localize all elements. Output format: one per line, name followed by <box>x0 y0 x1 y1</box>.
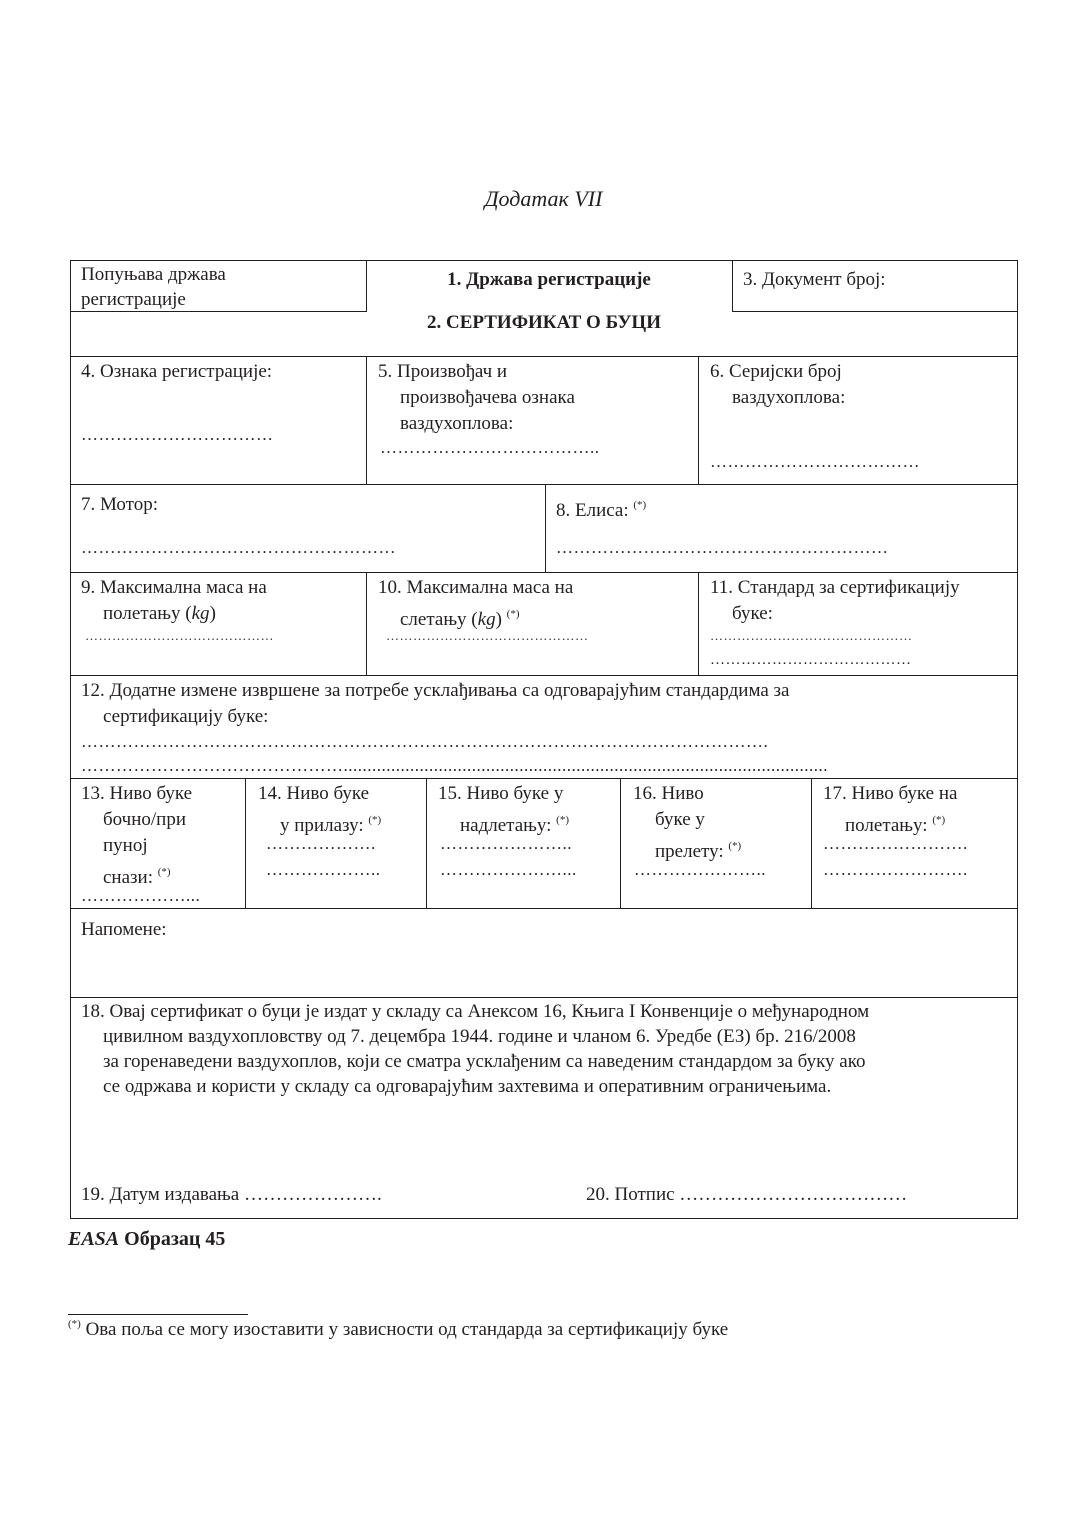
field-17-input-line1[interactable]: ……………………. <box>823 834 968 853</box>
field-13-label: 13. Ниво буке бочно/при пуној снази: (*) <box>81 783 193 888</box>
footnote-marker: (*) <box>506 608 520 620</box>
field-7-engine-label: 7. Мотор: <box>81 494 159 515</box>
divider <box>70 356 1018 357</box>
divider <box>70 484 1018 485</box>
field-11-input-line1[interactable]: ……………………………………… <box>710 628 913 643</box>
divider <box>426 778 427 908</box>
field-3-document-number-label: 3. Документ број: <box>743 269 886 290</box>
divider <box>70 908 1018 909</box>
field-15-label: 15. Ниво буке у надлетању: (*) <box>438 783 569 836</box>
field-18-statement: 18. Овај сертификат о буци је издат у складу са Анексом 16, Књига I Конвенције о међународном цивилном ваздухопловству од 7. децембра 1944. године и чланом 6. Уредбе (ЕЗ) бр. 216/2008 за горенаведени ваздухоплов, који се сматра усклађеним са наведеним стандардом за буку ако се одржава и користи у складу са одговарајућим захтевима и оперативним ограничењима. <box>81 1001 870 1097</box>
field-19-date-of-issue: 19. Датум издавања …………………. <box>81 1184 382 1205</box>
divider <box>620 778 621 908</box>
field-8-input[interactable]: ………………………………………………… <box>556 538 889 557</box>
field-8-propeller-label: 8. Елиса: (*) <box>556 499 647 521</box>
divider <box>698 356 699 484</box>
field-19-input[interactable]: …………………. <box>243 1184 382 1205</box>
field-17-label: 17. Ниво буке на полетању: (*) <box>823 783 958 836</box>
field-15-input-line1[interactable]: ………………….. <box>440 834 572 853</box>
field-12-label: 12. Додатне измене извршене за потребе усклађивања са одговарајућим стандардима за сертификацију буке: <box>81 680 790 727</box>
field-16-label: 16. Ниво буке у прелету: (*) <box>633 783 742 862</box>
footnote-marker: (*) <box>633 499 647 511</box>
divider <box>70 572 1018 573</box>
divider <box>811 778 812 908</box>
field-20-input[interactable]: ……………………………… <box>679 1184 908 1205</box>
divider <box>70 997 1018 998</box>
field-5-label: 5. Произвођач и произвођачева ознака ваздухоплова: <box>378 361 575 434</box>
field-7-input[interactable]: ……………………………………………… <box>81 538 396 557</box>
footnote: (*) Ова поља се могу изоставити у зависности од стандарда за сертификацију буке <box>68 1318 729 1340</box>
field-14-label: 14. Ниво буке у прилазу: (*) <box>258 783 382 836</box>
filled-by-label: Попуњава држава регистрације <box>81 264 226 310</box>
field-14-input-line1[interactable]: ………………. <box>266 834 376 853</box>
footnote-marker: (*) <box>368 814 382 826</box>
field-15-input-line2[interactable]: …………………... <box>440 860 577 879</box>
field-11-label: 11. Стандард за сертификацију буке: <box>710 577 960 624</box>
form-number: EASA Образац 45 <box>68 1228 226 1250</box>
field-12-input-line1[interactable]: ………………………………………………………………………………………………………. <box>81 732 769 751</box>
divider <box>545 484 546 572</box>
field-10-label: 10. Максимална маса на слетању (kg) (*) <box>378 577 574 630</box>
field-2-certificate-heading: 2. СЕРТИФИКАТ О БУЦИ <box>427 312 661 333</box>
field-14-input-line2[interactable]: ……………….. <box>266 860 381 879</box>
page-title: Додатак VII <box>484 186 603 211</box>
field-6-label: 6. Серијски број ваздухоплова: <box>710 361 846 408</box>
field-13-input[interactable]: ………………... <box>81 886 201 905</box>
field-4-label: 4. Ознака регистрације: <box>81 361 273 382</box>
footnote-marker: (*) <box>556 814 569 826</box>
notes-input[interactable] <box>80 945 1005 993</box>
notes-label: Напомене: <box>81 919 167 940</box>
divider <box>70 778 1018 779</box>
divider <box>366 356 367 484</box>
divider <box>698 572 699 675</box>
field-4-input[interactable]: …………………………… <box>81 425 274 444</box>
divider <box>732 260 733 312</box>
field-20-signature: 20. Потпис ……………………………… <box>586 1184 908 1205</box>
footnote-marker: (*) <box>932 814 946 826</box>
footnote-marker: (*) <box>157 866 171 878</box>
field-12-input-line2[interactable]: ………………………………………...................................................................................................... <box>81 756 828 775</box>
field-16-input[interactable]: ………………….. <box>634 860 766 879</box>
divider <box>245 778 246 908</box>
field-6-input[interactable]: ……………………………… <box>710 452 920 471</box>
field-10-input[interactable]: ……………………………………… <box>386 628 589 643</box>
field-9-input[interactable]: …………………………………… <box>85 628 274 643</box>
footnote-separator <box>68 1314 248 1315</box>
divider <box>70 675 1018 676</box>
footnote-marker: (*) <box>728 840 742 852</box>
field-5-input[interactable]: ……………………………….. <box>380 438 600 457</box>
field-17-input-line2[interactable]: ……………………. <box>823 860 968 879</box>
divider <box>366 572 367 675</box>
field-9-label: 9. Максимална маса на полетању (kg) <box>81 577 267 624</box>
field-1-state-of-registry: 1. Држава регистрације <box>447 269 651 290</box>
field-11-input-line2[interactable]: ………………………………… <box>710 652 912 668</box>
